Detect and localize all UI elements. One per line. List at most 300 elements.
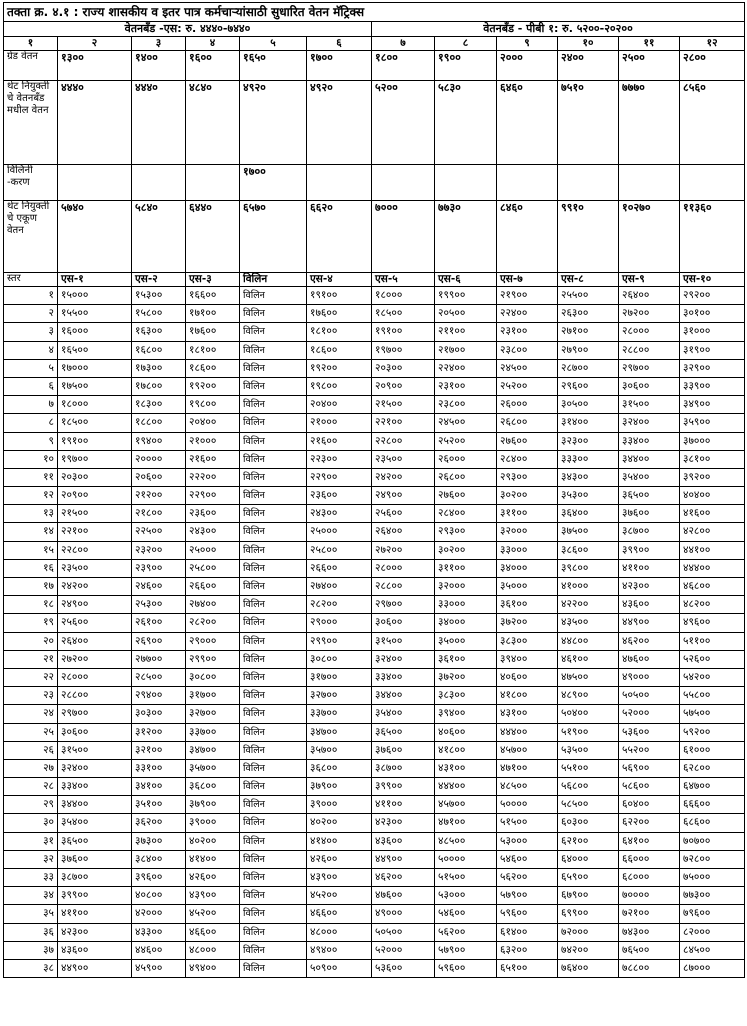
pay-cell: ५०००० <box>435 850 497 868</box>
level-number: ३२ <box>4 850 58 868</box>
pay-cell: ३३९०० <box>680 377 745 395</box>
pay-cell: १९१०० <box>58 432 132 450</box>
pay-cell: विलिन <box>240 578 307 596</box>
band-pay-value: ७५१० <box>558 81 619 165</box>
pay-cell: २१६०० <box>307 432 372 450</box>
pay-cell: ३६४०० <box>558 505 619 523</box>
pay-cell: २२१०० <box>58 523 132 541</box>
pay-cell: ५८६०० <box>619 778 680 796</box>
pay-cell: ५०५०० <box>372 923 435 941</box>
pay-cell: २३९०० <box>132 559 186 577</box>
pay-cell: ६८००० <box>619 869 680 887</box>
pay-cell: ३३४०० <box>619 432 680 450</box>
pay-cell: ४८५०० <box>435 832 497 850</box>
pay-cell: ७२१०० <box>619 905 680 923</box>
column-number: ९ <box>497 37 558 51</box>
pay-cell: १६३०० <box>132 323 186 341</box>
table-row <box>4 632 745 650</box>
column-number: ४ <box>186 37 240 51</box>
band-pay-label: थेट नियुक्ती चे वेतनबँड मधील वेतन <box>4 81 58 165</box>
pay-cell: ४१४०० <box>186 850 240 868</box>
pay-cell: ३५१०० <box>132 796 186 814</box>
pay-cell: १९८०० <box>307 377 372 395</box>
pay-cell: २१२०० <box>132 487 186 505</box>
pay-cell: १८१०० <box>186 341 240 359</box>
pay-cell: ४३६०० <box>58 941 132 959</box>
table-row <box>4 359 745 377</box>
table-row <box>4 305 745 323</box>
pay-cell: ४४४०० <box>497 723 558 741</box>
pay-cell: ३१४०० <box>558 414 619 432</box>
total-pay-value: ११३६० <box>680 201 745 273</box>
pay-cell: २९००० <box>307 614 372 632</box>
pay-cell: २९७०० <box>58 705 132 723</box>
level-header-value: एस-१ <box>58 273 132 287</box>
table-row <box>4 959 745 977</box>
pay-cell: ४४१०० <box>680 541 745 559</box>
level-number: ६ <box>4 377 58 395</box>
level-number: २९ <box>4 796 58 814</box>
table-row <box>4 414 745 432</box>
total-pay-value: १०२७० <box>619 201 680 273</box>
grade-pay-value: १८०० <box>372 51 435 81</box>
level-number: ३५ <box>4 905 58 923</box>
pay-cell: २७४०० <box>307 578 372 596</box>
pay-cell: १७८०० <box>132 377 186 395</box>
pay-cell: ४९४०० <box>307 941 372 959</box>
pay-cell: ४४८०० <box>558 632 619 650</box>
pay-cell: विलिन <box>240 923 307 941</box>
pay-cell: १८८०० <box>132 414 186 432</box>
pay-cell: विलिन <box>240 705 307 723</box>
pay-cell: ४६६०० <box>307 905 372 923</box>
pay-cell: ३७३०० <box>132 832 186 850</box>
pay-cell: २८४०० <box>435 505 497 523</box>
table-row <box>4 723 745 741</box>
pay-cell: ३५४०० <box>58 814 132 832</box>
pay-cell: ४२३०० <box>58 923 132 941</box>
level-number: २५ <box>4 723 58 741</box>
pay-cell: २९९०० <box>307 632 372 650</box>
pay-cell: २५६०० <box>58 614 132 632</box>
grade-pay-label: ग्रेड वेतन <box>4 51 58 81</box>
pay-cell: २६१०० <box>132 614 186 632</box>
pay-cell: २५६०० <box>372 505 435 523</box>
pay-cell: ३९६०० <box>132 869 186 887</box>
pay-cell: ४४४०० <box>680 559 745 577</box>
pay-cell: २५८०० <box>186 559 240 577</box>
pay-cell: २८७०० <box>558 359 619 377</box>
table-row <box>4 614 745 632</box>
table-row <box>4 432 745 450</box>
pay-cell: ४४४०० <box>435 778 497 796</box>
total-pay-value: ५७४० <box>58 201 132 273</box>
pay-cell: विलिन <box>240 341 307 359</box>
pay-cell: ४५७०० <box>435 796 497 814</box>
table-row <box>4 741 745 759</box>
pay-cell: १६००० <box>58 323 132 341</box>
pay-cell: ३७६०० <box>372 741 435 759</box>
pay-cell: २६४०० <box>619 287 680 305</box>
pay-cell: २२३०० <box>307 450 372 468</box>
pay-cell: ३४४०० <box>372 687 435 705</box>
pay-cell: २८२०० <box>307 596 372 614</box>
pay-cell: ४०४०० <box>680 487 745 505</box>
pay-cell: ४८२०० <box>680 596 745 614</box>
total-pay-value: ७७३० <box>435 201 497 273</box>
pay-cell: विलिन <box>240 869 307 887</box>
pay-cell: १९७०० <box>58 450 132 468</box>
pay-cell: ४२८०० <box>680 523 745 541</box>
grade-pay-value: १७०० <box>307 51 372 81</box>
pay-cell: ४३९०० <box>186 887 240 905</box>
level-number: १५ <box>4 541 58 559</box>
pay-cell: ४९००० <box>619 668 680 686</box>
pay-cell: २४५०० <box>435 414 497 432</box>
pay-cell: ५९६०० <box>435 959 497 977</box>
level-number: २४ <box>4 705 58 723</box>
pay-cell: ४७१०० <box>497 759 558 777</box>
pay-cell: २१७०० <box>435 341 497 359</box>
column-number-row <box>4 37 745 51</box>
pay-cell: ६३२०० <box>497 941 558 959</box>
pay-cell: २९००० <box>186 632 240 650</box>
pay-cell: विलिन <box>240 778 307 796</box>
pay-cell: २६६०० <box>186 578 240 596</box>
pay-cell: २९७०० <box>619 359 680 377</box>
pay-cell: २३२०० <box>132 541 186 559</box>
grade-pay-row <box>4 51 745 81</box>
level-number: ३ <box>4 323 58 341</box>
pay-cell: ५५१०० <box>558 759 619 777</box>
pay-cell: विलिन <box>240 814 307 832</box>
pay-cell: २८५०० <box>132 668 186 686</box>
pay-cell: १९२०० <box>307 359 372 377</box>
pay-cell: २०३०० <box>58 468 132 486</box>
level-number: २७ <box>4 759 58 777</box>
pay-cell: ३६५०० <box>58 832 132 850</box>
pay-cell: ३३४०० <box>58 778 132 796</box>
pay-cell: ३८४०० <box>132 850 186 868</box>
pay-cell: २४५०० <box>497 359 558 377</box>
pay-cell: २८००० <box>58 668 132 686</box>
pay-cell: ३७२०० <box>497 614 558 632</box>
pay-cell: ३८७०० <box>619 523 680 541</box>
pay-cell: विलिन <box>240 832 307 850</box>
pay-cell: २४३०० <box>307 505 372 523</box>
pay-cell: २६४०० <box>372 523 435 541</box>
pay-cell: ४३५०० <box>558 614 619 632</box>
pay-cell: १६६०० <box>186 287 240 305</box>
pay-cell: ५४६०० <box>435 905 497 923</box>
pay-cell: ३४४०० <box>58 796 132 814</box>
pay-cell: २७९०० <box>558 341 619 359</box>
band-pay-value: ८५६० <box>680 81 745 165</box>
total-pay-value: ७००० <box>372 201 435 273</box>
level-number: ३३ <box>4 869 58 887</box>
pay-cell: ७९६०० <box>680 905 745 923</box>
pay-cell: २१९०० <box>497 287 558 305</box>
column-number: १० <box>558 37 619 51</box>
table-title: तक्ता क्र. ४.१ : राज्य शासकीय व इतर पात्र कर्मचाऱ्यांसाठी सुधारित वेतन मॅट्रिक्स <box>4 3 745 22</box>
pay-cell: २४३०० <box>186 523 240 541</box>
table-row <box>4 832 745 850</box>
level-number: ९ <box>4 432 58 450</box>
pay-cell: १५३०० <box>132 287 186 305</box>
pay-cell: २८८०० <box>372 578 435 596</box>
pay-cell: ३८१०० <box>680 450 745 468</box>
table-row <box>4 796 745 814</box>
total-pay-value: ८४६० <box>497 201 558 273</box>
pay-cell: ४२३०० <box>619 578 680 596</box>
pay-cell: ४३९०० <box>307 869 372 887</box>
pay-cell: ३३७०० <box>307 705 372 723</box>
pay-cell: ७८८०० <box>619 959 680 977</box>
pay-cell: २६००० <box>435 450 497 468</box>
pay-cell: ४७६०० <box>619 650 680 668</box>
table-row <box>4 323 745 341</box>
pay-cell: ५२००० <box>372 941 435 959</box>
pay-cell: ५४६०० <box>497 850 558 868</box>
level-number: १२ <box>4 487 58 505</box>
pay-cell: २६३०० <box>558 305 619 323</box>
level-number: ७ <box>4 396 58 414</box>
pay-cell: ५७५०० <box>680 705 745 723</box>
pay-cell: २९३०० <box>497 468 558 486</box>
column-number: १ <box>4 37 58 51</box>
level-header-value: एस-३ <box>186 273 240 287</box>
pay-cell: ३१९०० <box>680 341 745 359</box>
pay-cell: २७७०० <box>132 650 186 668</box>
total-pay-value: ६६२० <box>307 201 372 273</box>
table-row <box>4 887 745 905</box>
pay-cell: १८५०० <box>372 305 435 323</box>
table-row <box>4 596 745 614</box>
pay-cell: ३६५०० <box>619 487 680 505</box>
grade-pay-value: २००० <box>497 51 558 81</box>
pay-cell: ५६२०० <box>435 923 497 941</box>
pay-cell: ८४५०० <box>680 941 745 959</box>
level-number: १८ <box>4 596 58 614</box>
pay-cell: ४३१०० <box>497 705 558 723</box>
table-row <box>4 559 745 577</box>
pay-cell: ८७००० <box>680 959 745 977</box>
pay-cell: ३०८०० <box>307 650 372 668</box>
pay-cell: ६६६०० <box>680 796 745 814</box>
pay-cell: ७०७०० <box>680 832 745 850</box>
level-header-value: एस-१० <box>680 273 745 287</box>
pay-cell: ६०४०० <box>619 796 680 814</box>
pay-cell: २९७०० <box>372 596 435 614</box>
pay-cell: ३२४०० <box>58 759 132 777</box>
pay-cell: विलिन <box>240 759 307 777</box>
pay-cell: १९१०० <box>307 287 372 305</box>
pay-cell: ३१७०० <box>186 687 240 705</box>
table-row <box>4 668 745 686</box>
pay-cell: ४१६०० <box>680 505 745 523</box>
pay-cell: ४३१०० <box>435 759 497 777</box>
pay-cell: विलिन <box>240 468 307 486</box>
grade-pay-value: १६०० <box>186 51 240 81</box>
grade-pay-value: १६५० <box>240 51 307 81</box>
band-pay-value: ५८३० <box>435 81 497 165</box>
pay-cell: १५८०० <box>132 305 186 323</box>
level-number: ४ <box>4 341 58 359</box>
pay-cell: ४४९०० <box>372 850 435 868</box>
pay-cell: ५०४०० <box>558 705 619 723</box>
pay-cell: ३६१०० <box>497 596 558 614</box>
table-row <box>4 814 745 832</box>
pay-cell: ६२८०० <box>680 759 745 777</box>
pay-cell: २१००० <box>307 414 372 432</box>
pay-cell: ३७९०० <box>307 778 372 796</box>
level-number: १६ <box>4 559 58 577</box>
pay-cell: ५०९०० <box>307 959 372 977</box>
pay-cell: ३९९०० <box>372 778 435 796</box>
pay-cell: १७६०० <box>307 305 372 323</box>
total-pay-value: ९९१० <box>558 201 619 273</box>
pay-cell: ४२२०० <box>558 596 619 614</box>
level-header-value: एस-६ <box>435 273 497 287</box>
pay-cell: २०४०० <box>307 396 372 414</box>
pay-cell: ५३००० <box>435 887 497 905</box>
pay-cell: ४१४०० <box>307 832 372 850</box>
pay-cell: २३६०० <box>186 505 240 523</box>
pay-cell: ३५४०० <box>619 468 680 486</box>
pay-cell: २६४०० <box>58 632 132 650</box>
pay-cell: ६०३०० <box>558 814 619 832</box>
pay-cell: २१५०० <box>372 396 435 414</box>
pay-cell: १७३०० <box>132 359 186 377</box>
pay-cell: ५२००० <box>619 705 680 723</box>
pay-cell: ३२९०० <box>680 359 745 377</box>
merger-row <box>4 165 745 201</box>
pay-cell: विलिन <box>240 741 307 759</box>
pay-cell: ३८३०० <box>435 687 497 705</box>
pay-cell: ६४१०० <box>619 832 680 850</box>
pay-cell: ४७५०० <box>558 668 619 686</box>
pay-cell: ४०६०० <box>435 723 497 741</box>
table-row <box>4 778 745 796</box>
level-header-label: स्तर <box>4 273 58 287</box>
pay-cell: १७१०० <box>186 305 240 323</box>
pay-cell: १९४०० <box>132 432 186 450</box>
pay-cell: ३१५०० <box>58 741 132 759</box>
pay-cell: ४४९०० <box>619 614 680 632</box>
pay-cell: २०५०० <box>435 305 497 323</box>
column-number: ५ <box>240 37 307 51</box>
grade-pay-value: २४०० <box>558 51 619 81</box>
pay-cell: विलिन <box>240 650 307 668</box>
table-row <box>4 705 745 723</box>
grade-pay-value: २५०० <box>619 51 680 81</box>
pay-cell: ४२६०० <box>186 869 240 887</box>
pay-cell: ३११०० <box>497 505 558 523</box>
pay-cell: १७५०० <box>58 377 132 395</box>
level-number: ३४ <box>4 887 58 905</box>
pay-cell: ५५२०० <box>619 741 680 759</box>
pay-cell: ७७३०० <box>680 887 745 905</box>
pay-cell: १६८०० <box>132 341 186 359</box>
pay-matrix-page <box>3 2 744 978</box>
pay-cell: ५६९०० <box>619 759 680 777</box>
pay-cell: ३५३०० <box>558 487 619 505</box>
level-number: १ <box>4 287 58 305</box>
pay-cell: ३३७०० <box>186 723 240 741</box>
pay-cell: विलिन <box>240 905 307 923</box>
pay-cell: ३०५०० <box>558 396 619 414</box>
pay-cell: २८००० <box>372 559 435 577</box>
grade-pay-value: १४०० <box>132 51 186 81</box>
table-row <box>4 905 745 923</box>
pay-cell: ३२००० <box>497 523 558 541</box>
pay-cell: ३४७०० <box>186 741 240 759</box>
pay-cell: २१६०० <box>186 450 240 468</box>
table-row <box>4 941 745 959</box>
pay-cell: ५७९०० <box>435 941 497 959</box>
pay-cell: ४६२०० <box>372 869 435 887</box>
pay-cell: २७२०० <box>372 541 435 559</box>
pay-cell: २५२०० <box>497 377 558 395</box>
pay-cell: ३६१०० <box>435 650 497 668</box>
pay-cell: २९३०० <box>435 523 497 541</box>
pay-cell: विलिन <box>240 505 307 523</box>
pay-cell: १८००० <box>372 287 435 305</box>
pay-cell: विलिन <box>240 487 307 505</box>
column-number: ३ <box>132 37 186 51</box>
grade-pay-value: १३०० <box>58 51 132 81</box>
pay-cell: ४६१०० <box>558 650 619 668</box>
pay-cell: ३७६०० <box>619 505 680 523</box>
pay-cell: १८००० <box>58 396 132 414</box>
pay-cell: १८६०० <box>186 359 240 377</box>
pay-cell: ३६५०० <box>372 723 435 741</box>
pay-cell: २३१०० <box>497 323 558 341</box>
pay-cell: ३५४०० <box>372 705 435 723</box>
pay-cell: ३७६०० <box>58 850 132 868</box>
pay-cell: ५७९०० <box>497 887 558 905</box>
pay-cell: २३५०० <box>372 450 435 468</box>
pay-cell: ३११०० <box>435 559 497 577</box>
pay-cell: ४२३०० <box>372 814 435 832</box>
pay-cell: २२४०० <box>497 305 558 323</box>
pay-cell: ३२७०० <box>186 705 240 723</box>
pay-cell: १५००० <box>58 287 132 305</box>
pay-cell: ७४२०० <box>558 941 619 959</box>
pay-cell: ४११०० <box>58 905 132 923</box>
pay-cell: २८४०० <box>497 450 558 468</box>
pay-cell: ४०८०० <box>132 887 186 905</box>
pay-cell: ६८६०० <box>680 814 745 832</box>
pay-cell: २३६०० <box>307 487 372 505</box>
pay-cell: ५१५०० <box>497 814 558 832</box>
pay-cell: ३८६०० <box>558 541 619 559</box>
pay-cell: ३२००० <box>435 578 497 596</box>
pay-cell: ३४९०० <box>680 396 745 414</box>
table-row <box>4 650 745 668</box>
pay-cell: ५९२०० <box>680 723 745 741</box>
table-row <box>4 505 745 523</box>
pay-cell: विलिन <box>240 596 307 614</box>
level-number: १० <box>4 450 58 468</box>
pay-cell: २९४०० <box>132 687 186 705</box>
pay-cell: ४०२०० <box>186 832 240 850</box>
pay-cell: ४५९०० <box>132 959 186 977</box>
total-pay-value: ५८४० <box>132 201 186 273</box>
level-header-row <box>4 273 745 287</box>
pay-band-s-header: वेतनबँड -एस: रु. ४४४०-७४४० <box>4 22 372 37</box>
pay-cell: ७४३०० <box>619 923 680 941</box>
